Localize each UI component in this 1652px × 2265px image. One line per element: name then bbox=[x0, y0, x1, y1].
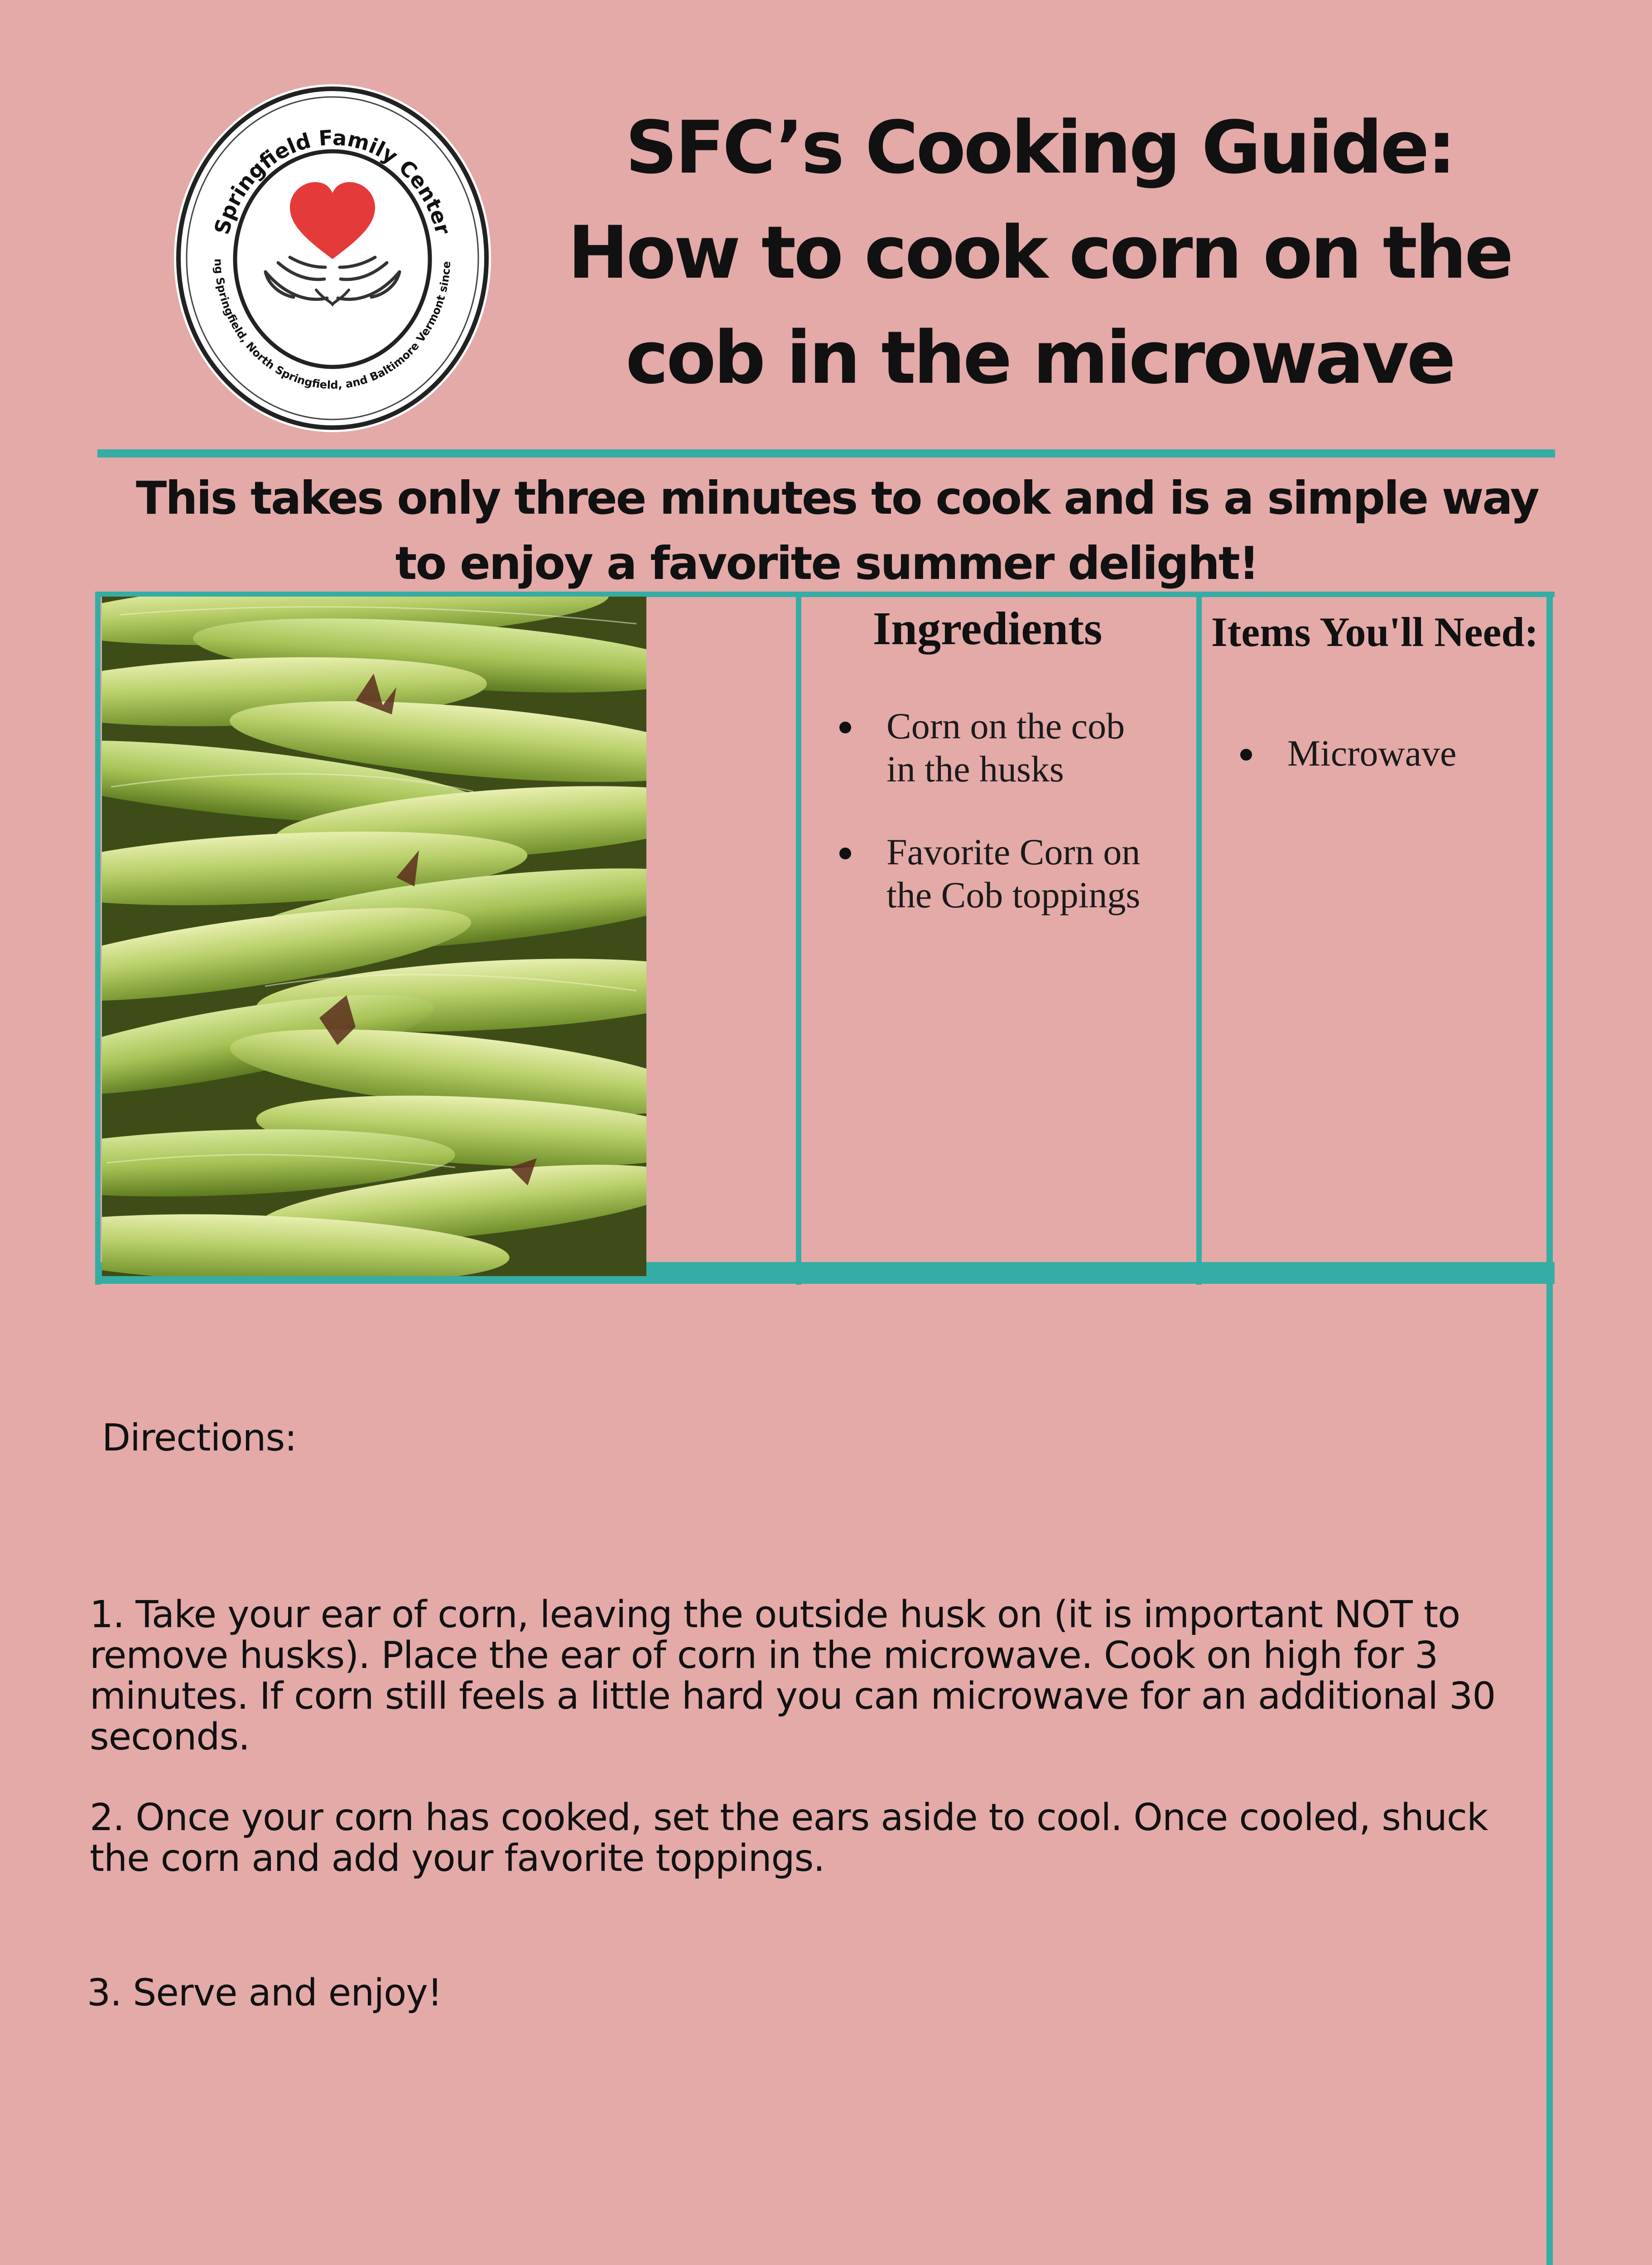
table-left-border bbox=[95, 592, 101, 1285]
subtitle bbox=[136, 466, 1538, 596]
logo-ring-top-text: Springfield Family Center bbox=[209, 125, 456, 237]
table-divider-1 bbox=[796, 592, 801, 1285]
items-needed-heading: Items You'll Need: bbox=[1211, 609, 1539, 655]
ingredient-2-line-2: the Cob toppings bbox=[886, 874, 1141, 916]
table-right-border bbox=[1546, 592, 1553, 2265]
direction-step-3: 3. Serve and enjoy! bbox=[87, 1971, 442, 2014]
direction-step-1: 1. Take your ear of corn, leaving the outside husk on (it is important NOT to remove husks). Place the ear of corn in the microwave. Cook on high for 3 minutes. If corn still feels a little hard you can microwave for an additional 30 seconds. bbox=[90, 1593, 1496, 1759]
page-title bbox=[535, 95, 1545, 410]
list-item bbox=[836, 830, 1198, 916]
ingredients-heading: Ingredients bbox=[872, 602, 1103, 655]
title-line-2: How to cook corn on the bbox=[568, 210, 1512, 295]
corn-on-the-cob-photo bbox=[102, 597, 646, 1276]
logo-ring-bottom-text: ng Springfield, North Springfield, and Baltimore Vermont since bbox=[212, 258, 453, 392]
subtitle-line-1: This takes only three minutes to cook and is a simple way bbox=[136, 472, 1538, 525]
directions-heading: Directions: bbox=[102, 1417, 297, 1460]
header-divider bbox=[97, 449, 1555, 458]
ingredient-1-line-1: Corn on the cob bbox=[886, 705, 1125, 747]
ingredients-list bbox=[836, 704, 1198, 956]
title-line-1: SFC’s Cooking Guide: bbox=[625, 105, 1454, 190]
direction-step-2: 2. Once your corn has cooked, set the ears aside to cool. Once cooled, shuck the corn and add your favorite toppings. bbox=[90, 1796, 1488, 1880]
title-line-3: cob in the microwave bbox=[626, 315, 1454, 400]
ingredient-2-line-1: Favorite Corn on bbox=[886, 831, 1141, 872]
subtitle-line-2: to enjoy a favorite summer delight! bbox=[395, 537, 1258, 590]
list-item: Microwave bbox=[1237, 732, 1536, 775]
list-item bbox=[836, 704, 1198, 790]
ingredient-1-line-2: in the husks bbox=[886, 748, 1064, 790]
items-needed-list bbox=[1237, 732, 1536, 814]
logo bbox=[171, 82, 494, 435]
